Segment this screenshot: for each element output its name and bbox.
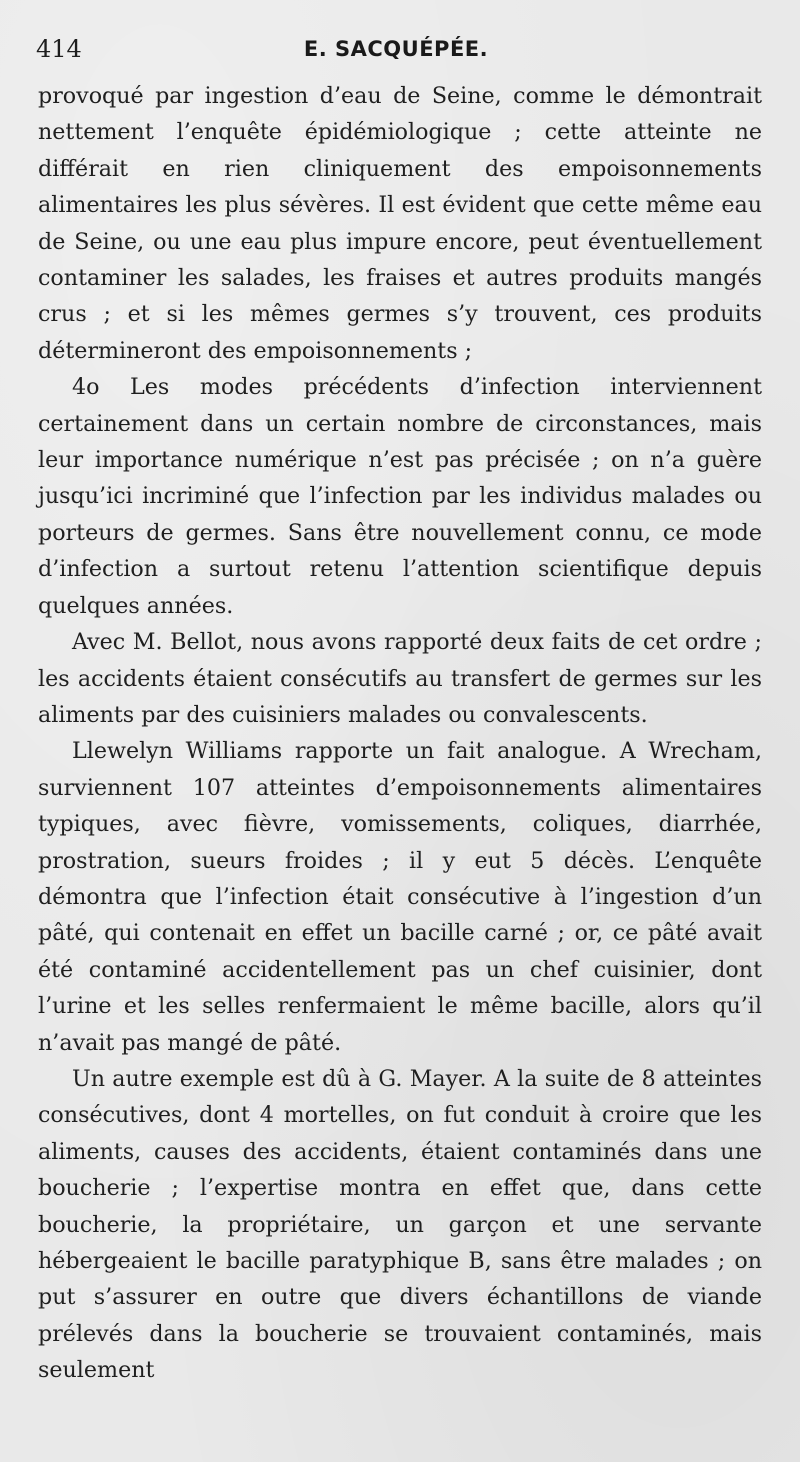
paragraph-bellot: Avec M. Bellot, nous avons rapporté deux faits de cet ordre ; les accidents étaient consécutifs au transfert de germes sur les aliments par des cuisiniers malades ou convalescents.: [38, 629, 762, 728]
paragraph-infection-modes: 4o Les modes précédents d’infection interviennent certainement dans un certain nombre de circonstances, mais leur importance numérique n’est pas précisée ; on n’a guère jusqu’ici incriminé que l’infection par les individus malades ou porteurs de germes. Sans être nouvellement connu, ce mode d’infection a surtout retenu l’attention scientifique depuis quelques années.: [38, 374, 762, 619]
paragraph-continued: provoqué par ingestion d’eau de Seine, comme le démontrait nettement l’enquête épidémiologique ; cette atteinte ne différait en rien cliniquement des empoisonnements alimentaires les plus sévères. Il est évident que cette même eau de Seine, ou une eau plus impure encore, peut éventuellement contaminer les salades, les fraises et autres produits mangés crus ; et si les mêmes germes s’y trouvent, ces produits détermineront des empoisonnements ;: [38, 83, 762, 364]
page-header: [36, 34, 756, 64]
page-number: 414: [36, 35, 82, 63]
paragraph-williams: Llewelyn Williams rapporte un fait analogue. A Wrecham, surviennent 107 atteintes d’empoisonnements alimentaires typiques, avec fièvre, vomissements, coliques, diarrhée, prostration, sueurs froides ; il y eut 5 décès. L’enquête démontra que l’infection était consécutive à l’ingestion d’un pâté, qui contenait en effet un bacille carné ; or, ce pâté avait été contaminé accidentellement pas un chef cuisinier, dont l’urine et les selles renfermaient le même bacille, alors qu’il n’avait pas mangé de pâté.: [38, 738, 762, 1056]
running-head: E. SACQUÉPÉE.: [303, 37, 489, 61]
body-text: [38, 78, 762, 1389]
paragraph-mayer: Un autre exemple est dû à G. Mayer. A la suite de 8 atteintes consécutives, dont 4 mortelles, on fut conduit à croire que les aliments, causes des accidents, étaient contaminés dans une boucherie ; l’expertise montra en effet que, dans cette boucherie, la propriétaire, un garçon et une servante hébergeaient le bacille paratyphique B, sans être malades ; on put s’assurer en outre que divers échantillons de viande prélevés dans la boucherie se trouvaient contaminés, mais seulement: [38, 1065, 762, 1384]
